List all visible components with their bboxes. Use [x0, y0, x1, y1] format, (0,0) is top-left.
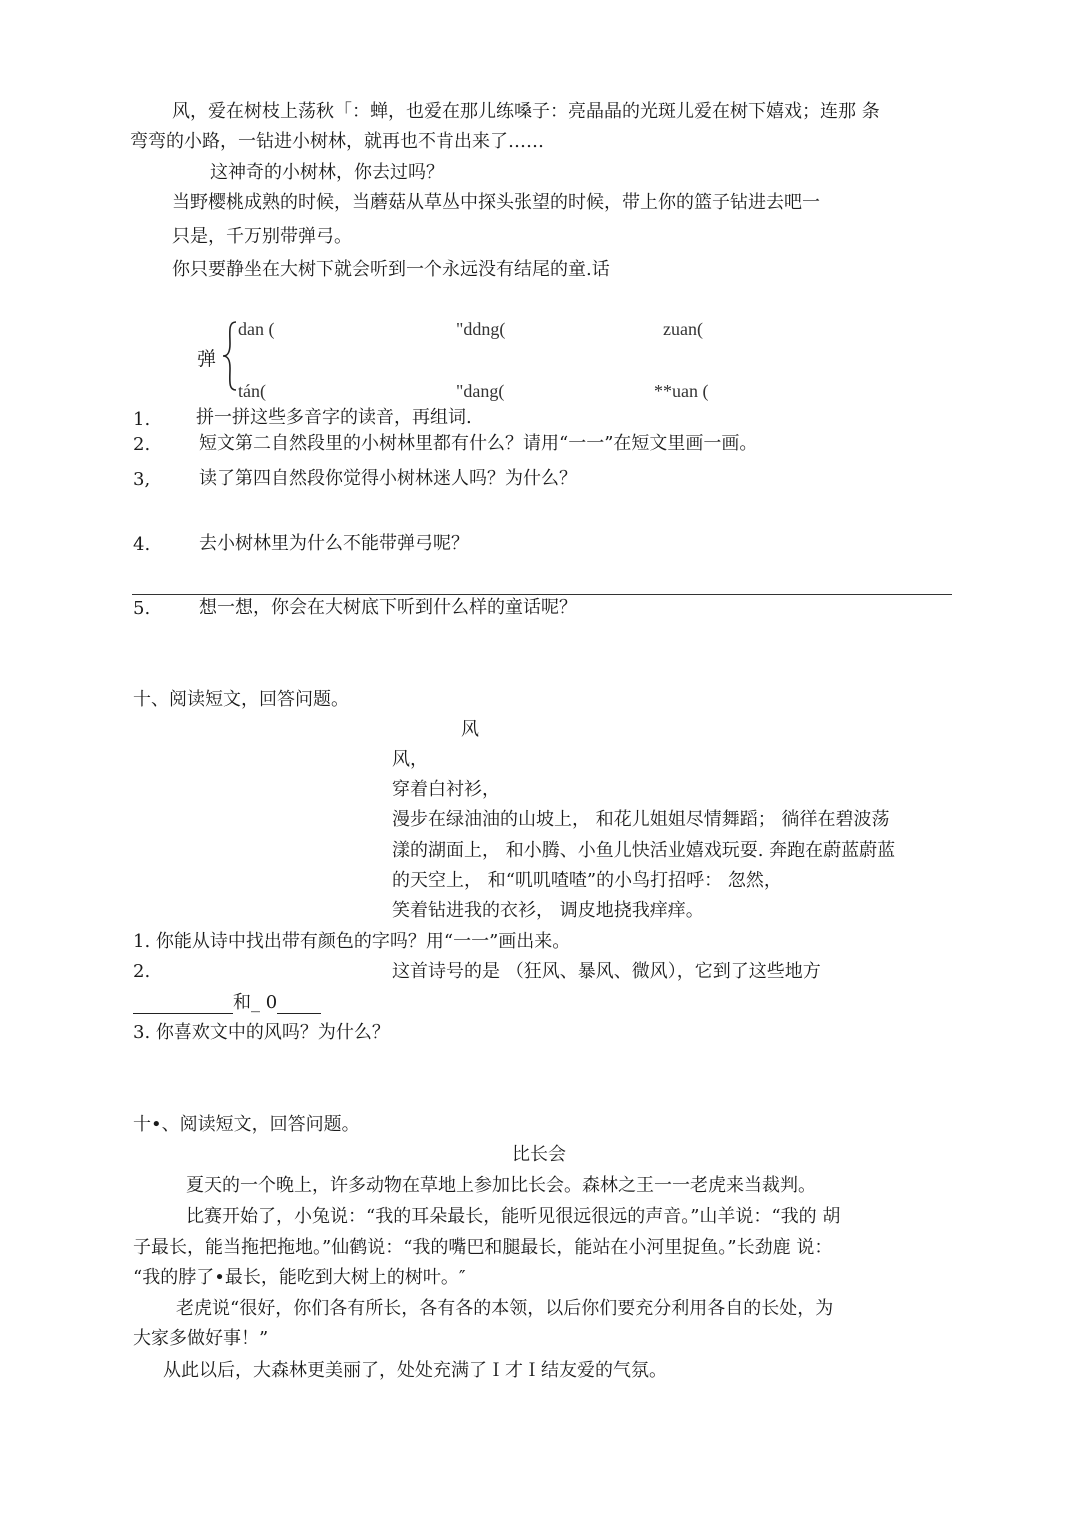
q4-number: 4.: [133, 534, 151, 555]
q5-text: 想一想，你会在大树底下听到什么样的童话呢？: [199, 597, 577, 618]
answer-line: [132, 594, 952, 595]
answer-blank: [277, 995, 321, 1014]
story-title: 比长会: [512, 1144, 566, 1165]
pinyin-tan: tán(: [238, 381, 266, 401]
q3-text: 读了第四自然段你觉得小树林迷人吗？为什么？: [199, 468, 577, 489]
section10-heading: 十、阅读短文，回答问题。: [133, 689, 349, 710]
q5-number: 5.: [133, 598, 151, 619]
q1-number: 1.: [133, 409, 151, 430]
section10-q2-answer: [133, 992, 321, 1014]
passage1-line6: 你只要静坐在大树下就会听到一个永远没有结尾的童.话: [172, 259, 610, 280]
q3-number: 3,: [133, 469, 151, 490]
q2-number: 2.: [133, 434, 151, 455]
story-line: “我的脖了•最长，能吃到大树上的树叶。″: [133, 1267, 466, 1288]
q1-text: 拼一拼这些多音字的读音，再组词.: [196, 407, 472, 428]
passage1-line1: 风，爱在树枝上荡秋「：蝉，也爱在那儿练嗓子：亮晶晶的光斑儿爱在树下嬉戏；连那 条: [172, 101, 880, 122]
section10-q2-number: 2.: [133, 961, 151, 982]
q4-text: 去小树林里为什么不能带弹弓呢？: [199, 533, 469, 554]
poem-line: 的天空上， 和“叽叽喳喳”的小鸟打招呼： 忽然，: [392, 870, 782, 891]
q2-text: 短文第二自然段里的小树林里都有什么？请用“一一”在短文里画一画。: [199, 433, 758, 454]
story-line: 比赛开始了，小兔说：“我的耳朵最长，能听见很远很远的声音。”山羊说：“我的 胡: [186, 1206, 841, 1227]
pinyin-dan: dan (: [238, 319, 275, 339]
answer-and: 和_ 0: [233, 992, 278, 1013]
section11-heading: 十•、阅读短文，回答问题。: [133, 1114, 360, 1135]
passage1-line3: 这神奇的小树林，你去过吗？: [210, 162, 444, 183]
story-line: 大家多做好事！”: [133, 1328, 269, 1349]
passage1-line4: 当野樱桃成熟的时候，当蘑菇从草丛中探头张望的时候，带上你的篮子钻进去吧一: [172, 192, 820, 213]
pinyin-dang-top: "ddng(: [456, 319, 506, 339]
story-line: 夏天的一个晚上，许多动物在草地上参加比长会。森林之王一一老虎来当裁判。: [186, 1175, 816, 1196]
story-line: 从此以后，大森林更美丽了，处处充满了Ｉ才Ｉ结友爱的气氛。: [163, 1360, 667, 1381]
polyphone-char: 弹: [197, 348, 217, 370]
poem-line: 穿着白衬衫，: [392, 779, 500, 800]
pinyin-dang-bottom: "dang(: [456, 381, 505, 401]
section10-q1: 1. 你能从诗中找出带有颜色的字吗？用“一一”画出来。: [133, 931, 571, 952]
story-line: 老虎说“很好，你们各有所长，各有各的本领，以后你们要充分利用各自的长处，为: [176, 1298, 834, 1319]
poem-line: 笑着钻进我的衣衫， 调皮地挠我痒痒。: [392, 900, 704, 921]
poem-line: 风，: [392, 749, 428, 770]
section10-q3: 3. 你喜欢文中的风吗？为什么？: [133, 1022, 390, 1043]
answer-blank: [133, 995, 233, 1014]
section10-q2-text: 这首诗号的是 （狂风、暴风、微风），它到了这些地方: [392, 961, 821, 982]
poem-title: 风: [461, 719, 479, 740]
story-line: 子最长，能当拖把拖地。”仙鹤说：“我的嘴巴和腿最长，能站在小河里捉鱼。”长劲鹿 说：: [133, 1237, 833, 1258]
brace-icon: [220, 320, 240, 392]
pinyin-zuan-top: zuan(: [663, 319, 703, 339]
passage1-line5: 只是，千万别带弹弓。: [172, 226, 352, 247]
passage1-line2: 弯弯的小路，一钻进小树林，就再也不肯出来了……: [130, 131, 544, 152]
pinyin-zuan-bottom: **uan (: [654, 381, 709, 401]
poem-line: 漾的湖面上， 和小腾、小鱼儿快活业嬉戏玩耍. 奔跑在蔚蓝蔚蓝: [392, 840, 896, 861]
poem-line: 漫步在绿油油的山坡上， 和花儿姐姐尽情舞蹈； 徜徉在碧波荡: [392, 809, 890, 830]
